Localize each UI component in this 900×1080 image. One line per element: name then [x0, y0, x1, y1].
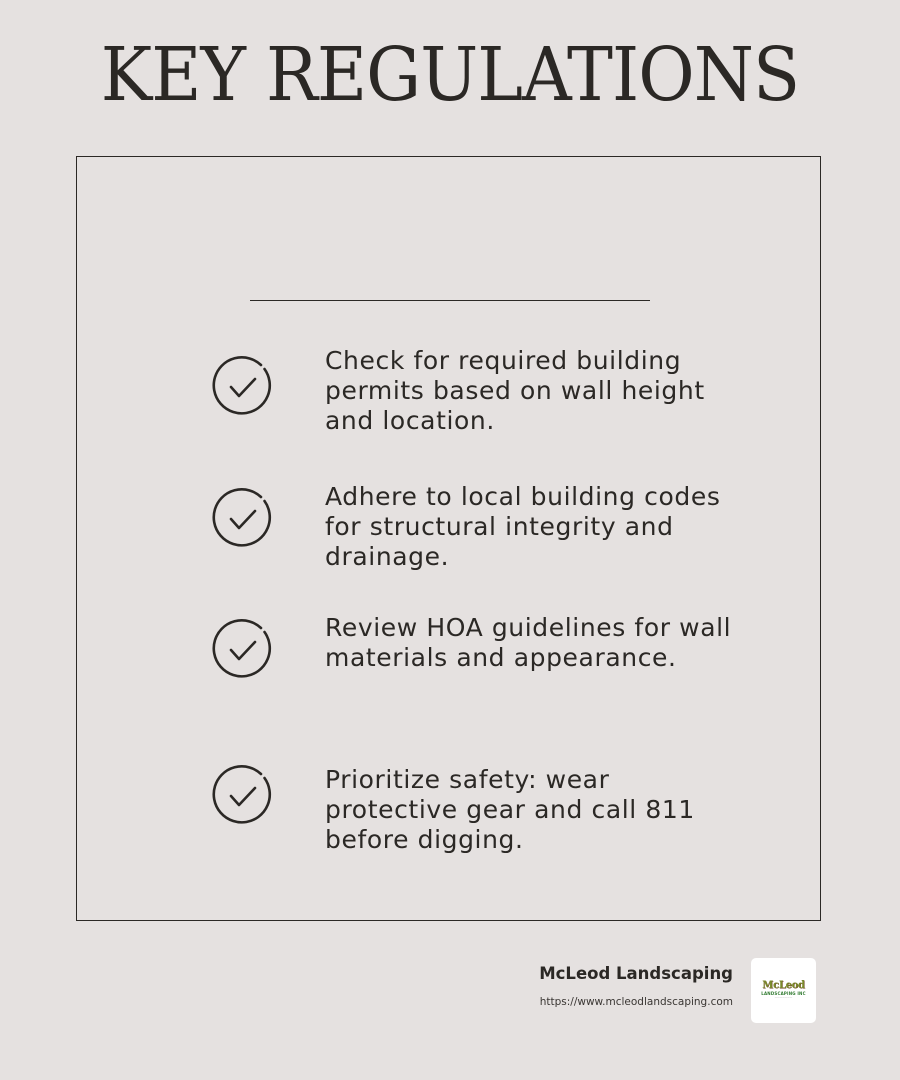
- check-circle-icon: [212, 619, 274, 681]
- company-logo: [751, 958, 816, 1023]
- divider-line: [250, 300, 650, 301]
- regulation-text: Review HOA guidelines for wall materials and appearance.: [325, 613, 732, 672]
- regulation-text: Check for required building permits based on wall height and location.: [325, 346, 705, 435]
- regulation-text: Prioritize safety: wear protective gear and call 811 before digging.: [325, 765, 695, 854]
- regulation-text: Adhere to local building codes for structural integrity and drainage.: [325, 482, 721, 571]
- check-circle-icon: [212, 356, 274, 418]
- logo-wordmark: McLeod: [762, 980, 805, 991]
- page-title: KEY REGULATIONS: [100, 32, 800, 118]
- website-link[interactable]: https://www.mcleodlandscaping.com: [539, 996, 733, 1008]
- check-circle-icon: [212, 488, 274, 550]
- check-circle-icon: [212, 765, 274, 827]
- logo-subtitle: LANDSCAPING INC: [761, 991, 806, 996]
- brand-name: McLeod Landscaping: [539, 964, 733, 983]
- logo-tagline: ———————: [774, 996, 793, 999]
